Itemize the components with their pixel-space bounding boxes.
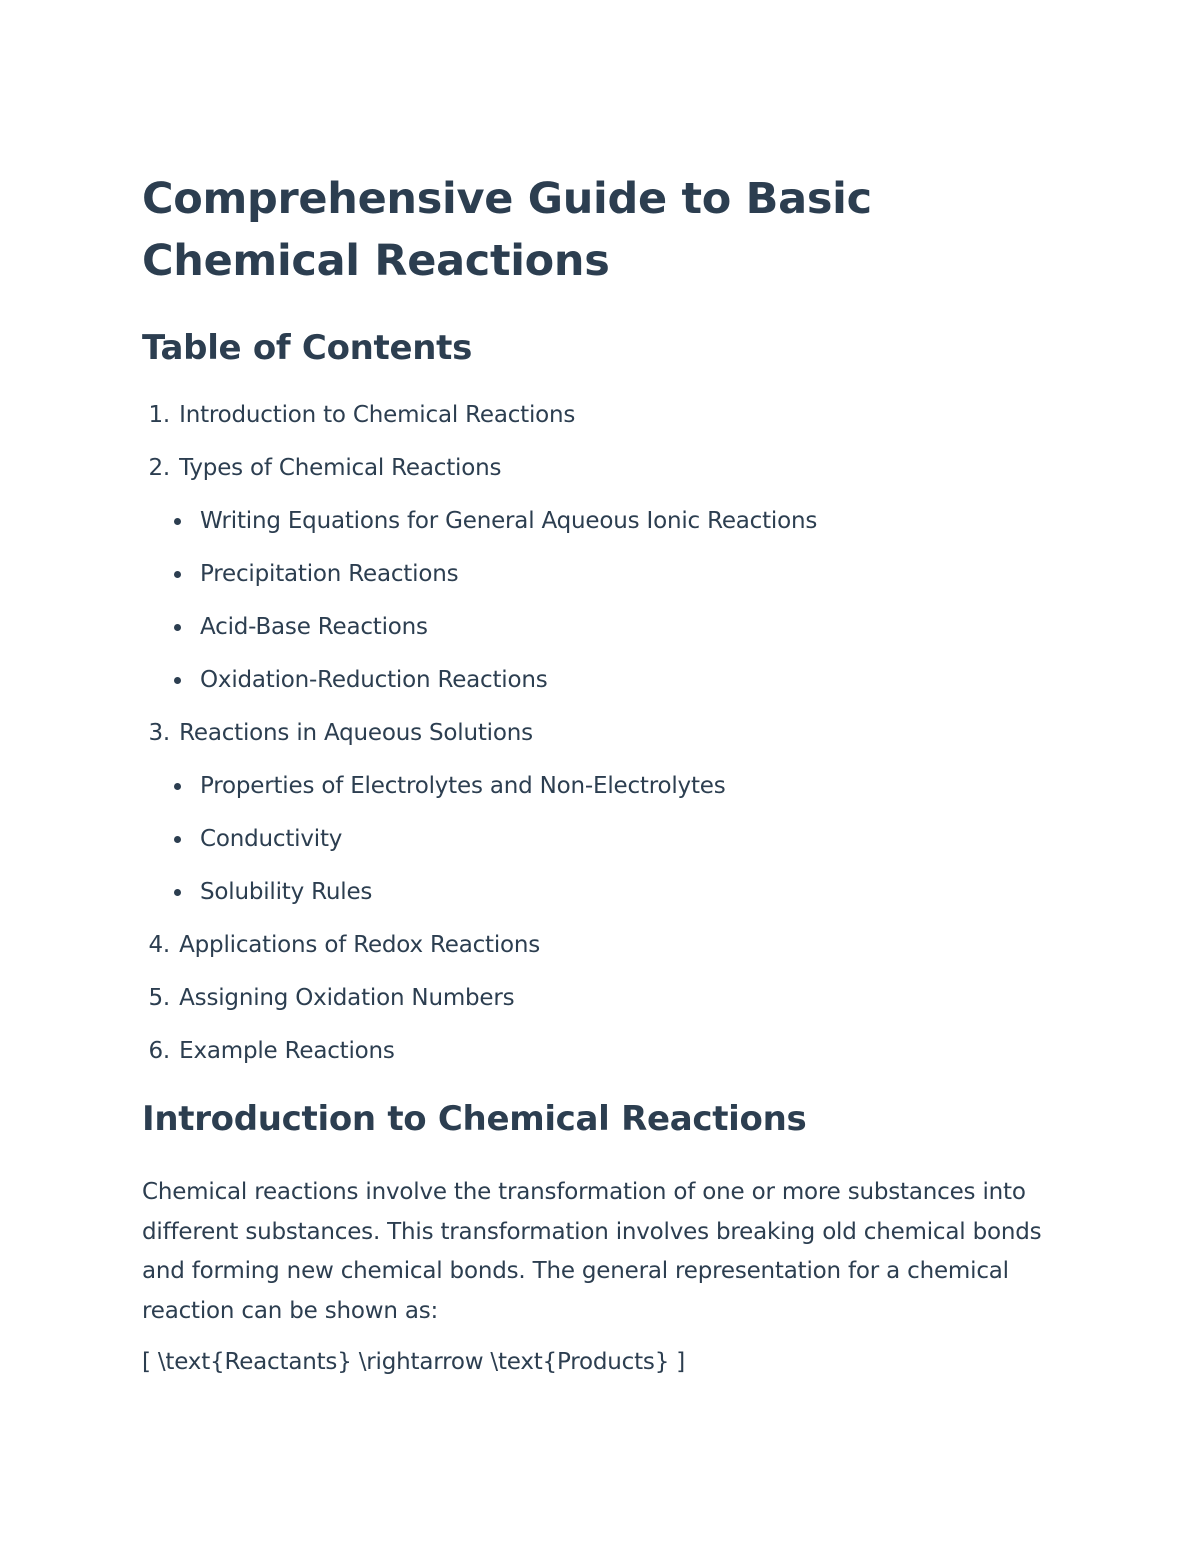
toc-item-number: 5.: [148, 985, 170, 1011]
table-of-contents: [142, 402, 1062, 1064]
toc-heading: Table of Contents: [142, 328, 473, 368]
toc-item-number: 6.: [148, 1038, 170, 1064]
toc-subitem-label: Solubility Rules: [200, 879, 373, 905]
toc-sublist-aqueous: [142, 773, 1062, 905]
document-page: [142, 168, 1062, 1380]
bullet-icon: [174, 518, 181, 525]
toc-item-label: Assigning Oxidation Numbers: [179, 985, 515, 1011]
toc-item-types[interactable]: [142, 455, 1062, 693]
toc-item-redox-applications[interactable]: [142, 932, 1062, 958]
toc-subitem[interactable]: [142, 826, 1062, 852]
toc-subitem[interactable]: [142, 773, 1062, 799]
toc-item-introduction[interactable]: [142, 402, 1062, 428]
toc-item-oxidation-numbers[interactable]: [142, 985, 1062, 1011]
toc-subitem[interactable]: [142, 667, 1062, 693]
toc-subitem-label: Conductivity: [200, 826, 343, 852]
toc-subitem[interactable]: [142, 879, 1062, 905]
toc-item-examples[interactable]: [142, 1038, 1062, 1064]
intro-heading: Introduction to Chemical Reactions: [142, 1099, 807, 1139]
reaction-formula: [ \text{Reactants} \rightarrow \text{Products} ]: [142, 1349, 686, 1375]
toc-item-label: Types of Chemical Reactions: [179, 455, 502, 481]
toc-subitem-label: Precipitation Reactions: [200, 561, 459, 587]
toc-subitem[interactable]: [142, 614, 1062, 640]
toc-item-number: 3.: [148, 720, 170, 746]
toc-item-number: 2.: [148, 455, 170, 481]
bullet-icon: [174, 624, 181, 631]
toc-sublist-types: [142, 508, 1062, 693]
toc-subitem[interactable]: [142, 508, 1062, 534]
bullet-icon: [174, 889, 181, 896]
toc-subitem-label: Oxidation-Reduction Reactions: [200, 667, 548, 693]
toc-item-number: 4.: [148, 932, 170, 958]
toc-item-aqueous[interactable]: [142, 720, 1062, 905]
toc-item-label: Applications of Redox Reactions: [179, 932, 541, 958]
bullet-icon: [174, 836, 181, 843]
intro-paragraph: Chemical reactions involve the transformation of one or more substances into different substances. This transformation involves breaking old chemical bonds and forming new chemical bonds. The general representation for a chemical reaction can be shown as:: [142, 1179, 1042, 1324]
toc-item-label: Example Reactions: [179, 1038, 395, 1064]
toc-item-label: Reactions in Aqueous Solutions: [179, 720, 533, 746]
toc-subitem-label: Acid-Base Reactions: [200, 614, 428, 640]
toc-item-number: 1.: [148, 402, 170, 428]
toc-subitem-label: Writing Equations for General Aqueous Ionic Reactions: [200, 508, 818, 534]
bullet-icon: [174, 571, 181, 578]
page-title: Comprehensive Guide to Basic Chemical Reactions: [142, 174, 872, 286]
bullet-icon: [174, 677, 181, 684]
bullet-icon: [174, 783, 181, 790]
toc-item-label: Introduction to Chemical Reactions: [179, 402, 576, 428]
toc-subitem[interactable]: [142, 561, 1062, 587]
toc-subitem-label: Properties of Electrolytes and Non-Electrolytes: [200, 773, 726, 799]
